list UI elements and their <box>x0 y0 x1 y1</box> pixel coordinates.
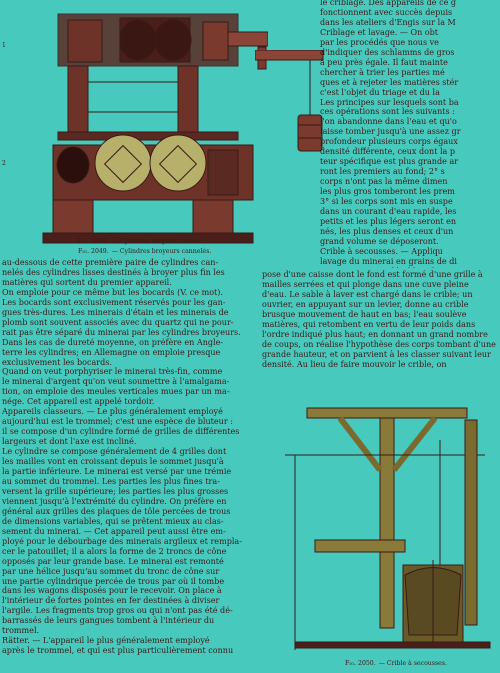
text-line: matières qui sortent du premier appareil. <box>2 277 172 287</box>
text-line: nelés des cylindres lisses destinés à broyer plus fin les <box>2 267 225 277</box>
text-line: dans les ateliers d'Engis sur la M <box>320 17 456 27</box>
caption-fig-2048-text: — Cylindres broyeurs lisses. <box>111 238 201 245</box>
text-line: mailles serrées et qui plonge dans une cuve pleine <box>262 279 469 289</box>
text-line: aujourd'hui est le trommel; c'est une espèce de bluteur : <box>2 417 233 427</box>
text-line: ront les premiers au fond; 2° s <box>320 167 445 177</box>
text-line: brusque mouvement de haut en bas; l'eau soulève <box>262 309 467 319</box>
text-line: rait pas être séparé du minerai par les cylindres broyeurs. <box>2 327 241 337</box>
text-line: sement du minerai. — Cet appareil peut aussi être em- <box>2 526 226 536</box>
text-line: de coups, on réalise l'hypothèse des corps tombant d'une <box>262 339 496 349</box>
text-line: les plus gros tomberont les prem <box>320 187 455 197</box>
text-line: dans les wagons disposés pour le recevoir. On place à <box>2 586 222 596</box>
grooved-rollers-illustration <box>28 125 268 250</box>
text-line: Dans les cas de dureté moyenne, on préfère en Angle- <box>2 337 224 347</box>
text-line: au-dessous de cette première paire de cylindres can- <box>2 258 219 267</box>
text-line: l'ordre indiqué plus haut; en donnant un grand nombre <box>262 329 488 339</box>
text-column-top-right <box>320 0 500 268</box>
text-line <box>320 267 500 268</box>
caption-fig-2050-text: — Crible à secousses. <box>378 660 447 667</box>
caption-fig-2048 <box>78 238 201 246</box>
text-line: il se compose d'un cylindre formé de grilles de différentes <box>2 427 240 437</box>
text-line: au sommet du trommel. Les parties les plus fines tra- <box>2 476 220 486</box>
text-line: 3° si les corps sont mis en suspe <box>320 197 453 207</box>
text-line: nége. Cet appareil est appelé tordoir. <box>2 397 155 407</box>
text-line: Le cylindre se compose généralement de 4 grilles dont <box>2 447 227 457</box>
caption-fig-2050 <box>345 660 447 668</box>
text-line: ces opérations sont les suivants : <box>320 107 455 117</box>
text-line: matières, qui retombent en vertu de leur poids dans <box>262 319 476 329</box>
text-line: après le trommel, et qui est plus particulièrement connu <box>2 646 234 656</box>
figure-label-2: 2 <box>2 160 6 167</box>
caption-fig-2049-number: Fig. 2049. <box>78 248 109 255</box>
text-line: ployé pour le débourbage des minerais argileux et rempla- <box>2 536 242 546</box>
text-line: grande hauteur, et on parvient à les classer suivant leur <box>262 349 491 359</box>
text-line: pose d'une caisse dont le fond est formé d'une grille à <box>262 270 483 279</box>
text-line: Criblage et lavage. — On obt <box>320 27 439 37</box>
text-line: Les bocards sont exclusivement réservés pour les gan- <box>2 297 226 307</box>
text-line: la partie inférieure. Le minerai est versé par une trémie <box>2 467 232 477</box>
text-line: gues très-dures. Les minerais d'étain et les minerais de <box>2 307 229 317</box>
text-line: versent la grille supérieure; les parties les plus grosses <box>2 486 229 496</box>
text-column-right <box>262 270 500 375</box>
text-line: laisse tomber jusqu'à une assez gr <box>320 127 461 137</box>
caption-fig-2048-number: Fig. 2048. <box>78 238 109 245</box>
text-line: petits et les plus légers seront en <box>320 216 457 226</box>
caption-fig-2049 <box>78 248 211 256</box>
text-line: Appareils classeurs. — Le plus généralement employé <box>2 407 223 417</box>
text-line: tion, on emploie des meules verticales mues par un ma- <box>2 387 230 397</box>
text-line: les mailles vont en croissant depuis le sommet jusqu'à <box>2 457 224 467</box>
text-line: dans un courant d'eau rapide, les <box>320 207 457 217</box>
text-line: par les procédés que nous ve <box>320 37 439 47</box>
text-line: Quand on veut porphyriser le minerai très-fin, comme <box>2 367 223 377</box>
shaking-sieve-illustration <box>285 400 500 655</box>
text-line: fonctionnent avec succès depuis <box>320 7 453 17</box>
text-line: barrassés de leurs gangues tombent à l'intérieur du <box>2 616 215 626</box>
text-line: On emploie pour ce même but les bocards (V. ce mot). <box>2 287 223 297</box>
text-line: Les principes sur lesquels sont ba <box>320 97 459 107</box>
text-line: densité. Au lieu de faire mouvoir le crible, on <box>262 359 447 369</box>
text-line: corps n'ont pas la même dimen <box>320 177 448 187</box>
text-line: c'est l'objet du triage et du la <box>320 87 440 97</box>
text-line: opposés par leur grande base. Le minerai est remonté <box>2 556 224 566</box>
text-line: terre les cylindres; en Allemagne on emploie presque <box>2 347 221 357</box>
text-line: plomb sont souvent associés avec du quartz qui ne pour- <box>2 317 234 327</box>
text-line: chercher à trier les parties mé <box>320 67 445 77</box>
text-column-left <box>2 258 254 673</box>
text-line: général aux grilles des plaques de tôle percées de trous <box>2 506 231 516</box>
text-line: d'eau. Le sable à laver est chargé dans le crible; un <box>262 289 473 299</box>
text-line: l'intérieur de fortes pointes en fer destinées à diviser <box>2 596 220 606</box>
text-line: de dimensions variables, qui se prêtent mieux au clas- <box>2 516 224 526</box>
text-line: lavage du minerai en grains de di <box>320 256 457 266</box>
text-line: l'argile. Les fragments trop gros ou qui n'ont pas été dé- <box>2 606 233 616</box>
text-line: teur spécifique est plus grande ar <box>320 157 459 167</box>
text-line: grand volume se déposeront. <box>320 236 439 246</box>
text-line: Crible à secousses. — Appliqu <box>320 246 443 256</box>
text-line: ouvrier, en appuyant sur un levier, donne au crible <box>262 299 469 309</box>
text-line: profondeur plusieurs corps égaux <box>320 137 458 147</box>
text-line: densité différente, ceux dont la p <box>320 147 456 157</box>
text-line: nés, les plus denses et ceux d'un <box>320 226 454 236</box>
text-line: le criblage. Des appareils de ce g <box>320 0 457 7</box>
text-line: exclusivement les bocards. <box>2 357 112 367</box>
text-line: l'on abandonne dans l'eau et qu'o <box>320 117 457 127</box>
figure-label-1: 1 <box>2 42 6 49</box>
text-line: le minerai d'argent qu'on veut soumettre à l'amalgama- <box>2 377 230 387</box>
text-line: viennent jusqu'à l'extrémité du cylindre. On préfère en <box>2 496 227 506</box>
text-line: Rätter. — L'appareil le plus généralement employé <box>2 636 210 646</box>
text-line: ques et à rejeter les matières stér <box>320 77 459 87</box>
caption-fig-2049-text: — Cylindres broyeurs cannelés. <box>111 248 212 255</box>
caption-fig-2050-number: Fig. 2050. <box>345 660 376 667</box>
text-line: à peu près égale. Il faut mainte <box>320 57 448 67</box>
text-line: par une hélice jusqu'au sommet du tronc de cône sur <box>2 566 220 576</box>
text-line: largeurs et dont l'axe est incliné. <box>2 437 137 447</box>
text-line: d'indiquer des schlamms de gros <box>320 47 455 57</box>
text-line: trommel. <box>2 626 40 636</box>
text-line: une partie cylindrique percée de trous par où il tombe <box>2 576 225 586</box>
text-line: cer le patouillet; il a alors la forme de 2 troncs de cône <box>2 546 227 556</box>
